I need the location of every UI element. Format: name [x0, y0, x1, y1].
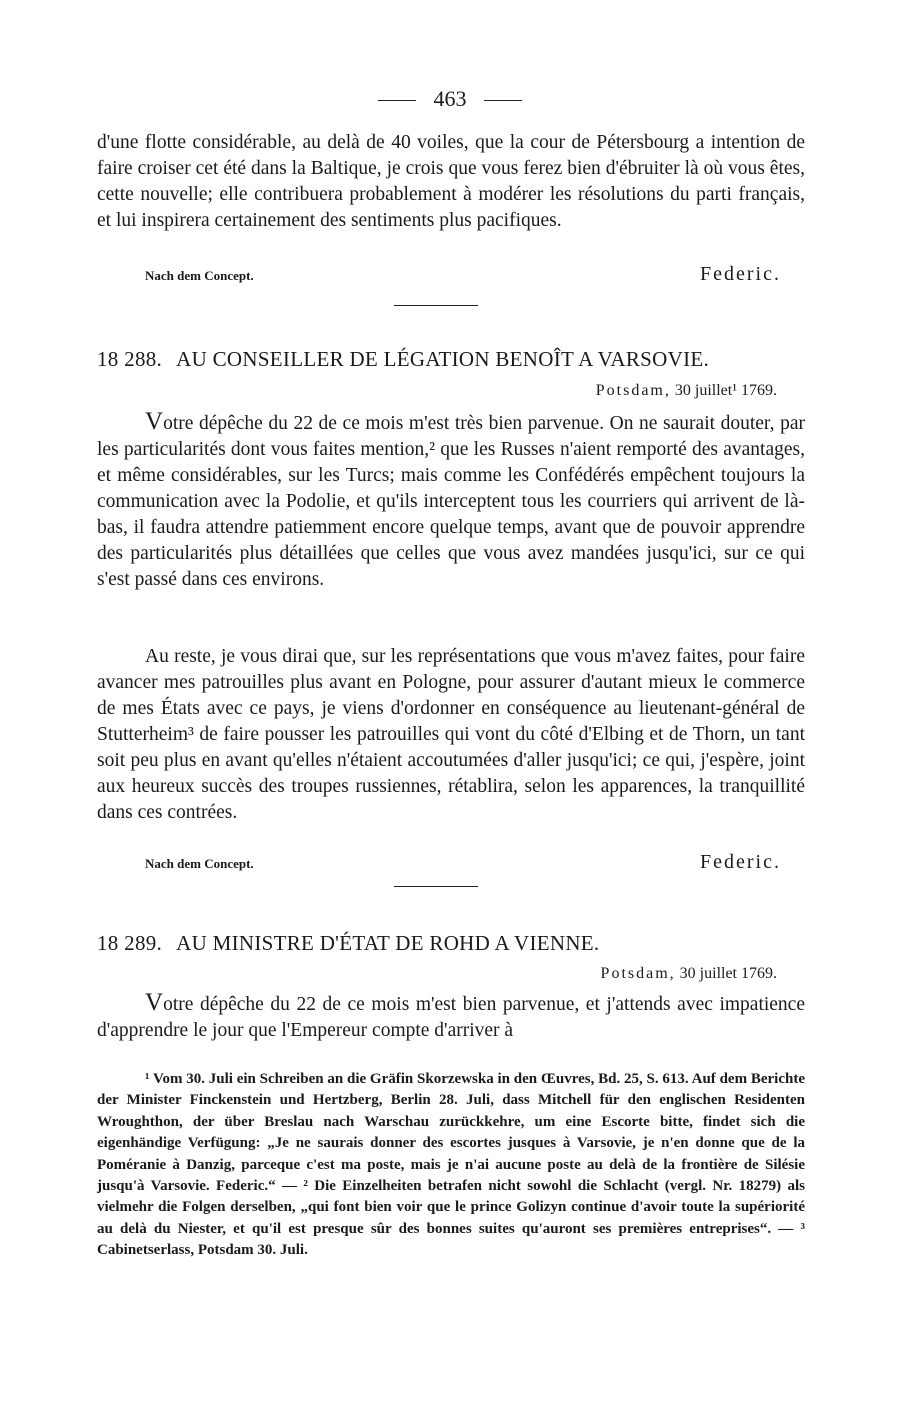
source-note: Nach dem Concept. [145, 268, 254, 283]
dateline-place: Potsdam, [595, 382, 671, 399]
letter-paragraph [97, 409, 805, 593]
paragraph-text: otre dépêche du 22 de ce mois m'est bien parvenue, et j'attends avec impatience d'apprendre le jour que l'Empereur compte d'arriver à [97, 994, 805, 1041]
letter-title: AU MINISTRE D'ÉTAT DE ROHD A VIENNE. [176, 931, 600, 955]
letter-heading [97, 345, 805, 373]
initial-letter: V [145, 989, 164, 1016]
continuation-paragraph: d'une flotte considérable, au delà de 40 voiles, que la cour de Pétersbourg a intention de faire croiser cet été dans la Baltique, je crois que vous ferez bien d'ébruiter là où vous êtes, cette nouvelle; elle contribuera probablement à modérer les résolutions du parti français, et lui inspirera certainement des sentiments plus pacifiques. [97, 132, 805, 231]
letter-closing [97, 846, 805, 874]
dateline [601, 963, 777, 985]
header-dash-left [378, 100, 416, 101]
letter-heading [97, 929, 805, 957]
section-divider [394, 886, 478, 887]
letter-paragraph: Au reste, je vous dirai que, sur les représentations que vous m'avez faites, pour faire avancer mes patrouilles plus avant en Pologne, pour assurer d'autant mieux le commerce de mes États avec ce pays, je viens d'ordonner en conséquence au lieutenant-général de Stutterheim³ de faire pousser les patrouilles qui vont du côté d'Elbing et de Thorn, un tant soit peu plus en avant qu'elles n'étaient accoutumées d'aller jusqu'ici; ce qui, j'espère, joint aux heureux succès des troupes russiennes, rétablira, selon les apparences, la tranquillité dans ces contrées. [97, 646, 805, 823]
dateline-date: 30 juillet¹ 1769. [674, 382, 777, 399]
header-dash-right [484, 100, 522, 101]
page-number: 463 [433, 86, 467, 111]
letter-title: AU CONSEILLER DE LÉGATION BENOÎT A VARSOVIE. [176, 347, 710, 371]
letter-number: 18 289. [97, 931, 163, 955]
letter-paragraph [97, 990, 805, 1044]
paragraph-text: otre dépêche du 22 de ce mois m'est très bien parvenue. On ne saurait douter, par les particularités dont vous faites mention,² que les Russes n'aient remporté des avantages, et même considérables, sur les Turcs; mais comme les Confédérés empêchent toujours la communication avec la Podolie, et qu'ils interceptent tous les courriers qui arrivent de là-bas, il faudra attendre patiemment encore quelque temps, avant que de pouvoir apprendre des particularités plus détaillées que celles que vous avez mandées jusqu'ici, sur ce qui s'est passé dans ces environs. [97, 413, 805, 590]
dateline [596, 380, 777, 402]
dateline-place: Potsdam, [600, 965, 676, 982]
footnotes: ¹ Vom 30. Juli ein Schreiben an die Gräfin Skorzewska in den Œuvres, Bd. 25, S. 613. Auf dem Berichte der Minister Finckenstein und Hertzberg, Berlin 28. Juli, dass Mitchell für den englischen Residenten Wroughthon, der über Breslau nach Warschau zurückkehre, um eine Escorte bitte, findet sich die eigenhändige Verfügung: „Je ne saurais donner des escortes jusques à Varsovie, je n'en donne que de la Poméranie à Danzig, parceque c'est ma poste, mais je n'ai aucune poste au delà de la frontière de Silésie jusqu'à Varsovie. Federic.“ — ² Die Einzelheiten betrafen nicht sowohl die Schlacht (vergl. Nr. 18279) als vielmehr die Folgen derselben, „qui font bien voir que le prince Golizyn continue d'avoir toute la supériorité au delà du Niester, et qu'il est presque sûr des bonnes suites qu'auront ses premières entreprises“. — ³ Cabinetserlass, Potsdam 30. Juli. [97, 1071, 805, 1259]
page-header [0, 84, 900, 114]
section-divider [394, 305, 478, 306]
signature: Federic. [700, 851, 781, 873]
initial-letter: V [145, 408, 164, 435]
continuation-closing [97, 258, 805, 286]
signature: Federic. [700, 263, 781, 285]
dateline-date: 30 juillet 1769. [679, 965, 777, 982]
source-note: Nach dem Concept. [145, 856, 254, 871]
letter-number: 18 288. [97, 347, 163, 371]
